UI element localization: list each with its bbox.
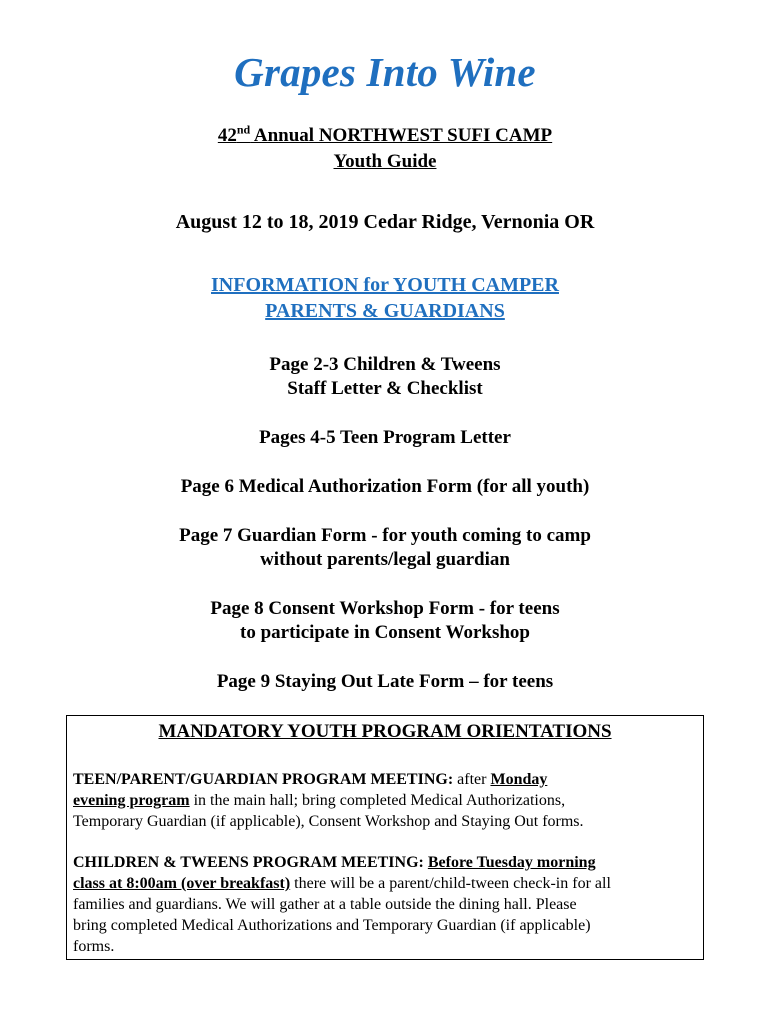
children-meeting-paragraph	[73, 852, 699, 957]
children-meeting-time-part1: Before Tuesday morning	[427, 854, 596, 871]
edition-number: 42	[217, 125, 237, 146]
contents-item-1-line1: Page 2-3 Children & Tweens	[269, 354, 501, 375]
camp-name: Annual NORTHWEST SUFI CAMP	[250, 125, 553, 146]
teen-meeting-location: in the main hall; bring completed Medical Authorizations,	[189, 792, 566, 809]
guide-subtitle: Youth Guide	[333, 151, 437, 172]
info-heading-line2: PARENTS & GUARDIANS	[265, 300, 505, 322]
teen-meeting-time-part2: evening program	[73, 792, 190, 809]
children-line-3: families and guardians. We will gather at a table outside the dining hall. Please	[73, 896, 577, 913]
teen-after-text: after	[453, 771, 491, 788]
camp-dates-location: August 12 to 18, 2019 Cedar Ridge, Vernonia OR	[175, 211, 595, 233]
children-meeting-time-part2: class at 8:00am (over breakfast)	[73, 875, 291, 892]
contents-item-6: Page 9 Staying Out Late Form – for teens	[216, 671, 554, 692]
edition-suffix: nd	[236, 122, 251, 137]
children-line-5: forms.	[73, 938, 115, 955]
info-heading-line1: INFORMATION for YOUTH CAMPER	[211, 274, 559, 296]
children-line-1	[73, 852, 699, 873]
children-line-2	[73, 873, 699, 894]
contents-item-5-line1: Page 8 Consent Workshop Form - for teens	[210, 598, 560, 619]
teen-meeting-paragraph	[73, 769, 699, 832]
teen-line-2	[73, 790, 699, 811]
contents-item-5-line2: to participate in Consent Workshop	[240, 622, 530, 643]
contents-item-3: Page 6 Medical Authorization Form (for all youth)	[180, 476, 590, 497]
children-checkin-text: there will be a parent/child-tween check-in for all	[290, 875, 611, 892]
teen-line-1	[73, 769, 699, 790]
contents-item-1-line2: Staff Letter & Checklist	[287, 378, 483, 399]
document-title: Grapes Into Wine	[234, 49, 536, 95]
teen-meeting-label: TEEN/PARENT/GUARDIAN PROGRAM MEETING:	[73, 771, 454, 788]
teen-meeting-time-part1: Monday	[490, 771, 548, 788]
children-line-4: bring completed Medical Authorizations and Temporary Guardian (if applicable)	[73, 917, 591, 934]
camp-name-line	[0, 124, 770, 148]
orientation-box	[66, 715, 704, 960]
contents-item-2: Pages 4-5 Teen Program Letter	[259, 427, 511, 448]
children-meeting-label: CHILDREN & TWEENS PROGRAM MEETING:	[73, 854, 424, 871]
contents-item-4-line2: without parents/legal guardian	[260, 549, 510, 570]
contents-item-4-line1: Page 7 Guardian Form - for youth coming to camp	[179, 525, 591, 546]
orientation-box-title: MANDATORY YOUTH PROGRAM ORIENTATIONS	[158, 721, 612, 742]
teen-line-3: Temporary Guardian (if applicable), Consent Workshop and Staying Out forms.	[73, 813, 584, 830]
